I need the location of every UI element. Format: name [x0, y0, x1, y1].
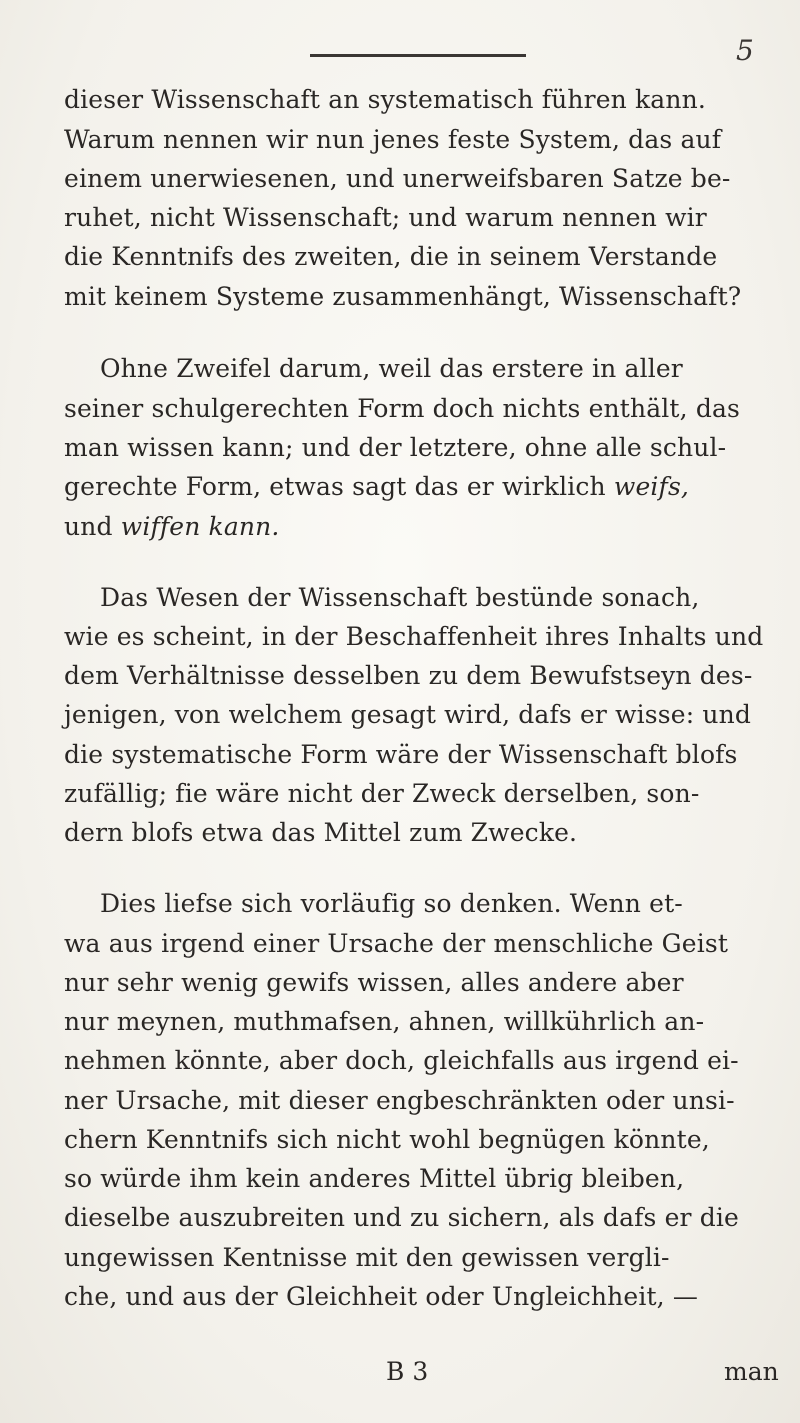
text-line: zufällig; fie wäre nicht der Zweck derselben, son-: [64, 779, 700, 808]
text-line: so würde ihm kein anderes Mittel übrig bleiben,: [64, 1164, 685, 1193]
text-line: die systematische Form wäre der Wissenschaft blofs: [64, 740, 738, 769]
text-line: chern Kenntnifs sich nicht wohl begnügen könnte,: [64, 1125, 710, 1154]
text-line: ungewissen Kentnisse mit den gewissen vergli-: [64, 1243, 670, 1272]
text-line: mit keinem Systeme zusammenhängt, Wissenschaft?: [64, 282, 742, 311]
text-fragment: gerechte Form, etwas sagt das er wirklich: [64, 472, 606, 501]
text-line: che, und aus der Gleichheit oder Ungleichheit, —: [64, 1282, 699, 1311]
italic-phrase: wiffen kann.: [120, 512, 280, 541]
text-line: [64, 512, 764, 542]
text-line: dem Verhältnisse desselben zu dem Bewufstseyn des-: [64, 661, 753, 690]
page-number: 5: [736, 34, 754, 67]
italic-word: weifs,: [613, 472, 690, 501]
text-line: dieselbe auszubreiten und zu sichern, als dafs er die: [64, 1203, 739, 1232]
text-line: Dies liefse sich vorläufig so denken. Wenn et-: [100, 889, 683, 918]
text-line: dern blofs etwa das Mittel zum Zwecke.: [64, 818, 578, 847]
text-line: wa aus irgend einer Ursache der menschliche Geist: [64, 929, 729, 958]
text-line: nur meynen, muthmafsen, ahnen, willkührlich an-: [64, 1007, 705, 1036]
text-fragment: und: [64, 512, 113, 541]
text-line: man wissen kann; und der letztere, ohne alle schul-: [64, 433, 727, 462]
signature-mark: B 3: [386, 1357, 429, 1386]
text-line: dieser Wissenschaft an systematisch führen kann.: [64, 85, 706, 114]
text-line: die Kenntnifs des zweiten, die in seinem Verstande: [64, 242, 718, 271]
text-line: Das Wesen der Wissenschaft bestünde sonach,: [100, 583, 700, 612]
text-line: nehmen könnte, aber doch, gleichfalls aus irgend ei-: [64, 1046, 739, 1075]
text-line: ruhet, nicht Wissenschaft; und warum nennen wir: [64, 203, 707, 232]
text-line: Warum nennen wir nun jenes feste System, das auf: [64, 125, 722, 154]
text-line: wie es scheint, in der Beschaffenheit ihres Inhalts und: [64, 622, 764, 651]
text-line: seiner schulgerechten Form doch nichts enthält, das: [64, 394, 741, 423]
text-line: Ohne Zweifel darum, weil das erstere in aller: [100, 354, 683, 383]
text-line: ner Ursache, mit dieser engbeschränkten oder unsi-: [64, 1086, 735, 1115]
catchword: man: [724, 1357, 779, 1386]
text-line: jenigen, von welchem gesagt wird, dafs er wisse: und: [64, 700, 752, 729]
text-line: einem unerwiesenen, und unerweifsbaren Satze be-: [64, 164, 731, 193]
header-rule: [310, 54, 526, 57]
text-line: [64, 472, 764, 502]
text-line: nur sehr wenig gewifs wissen, alles andere aber: [64, 968, 684, 997]
